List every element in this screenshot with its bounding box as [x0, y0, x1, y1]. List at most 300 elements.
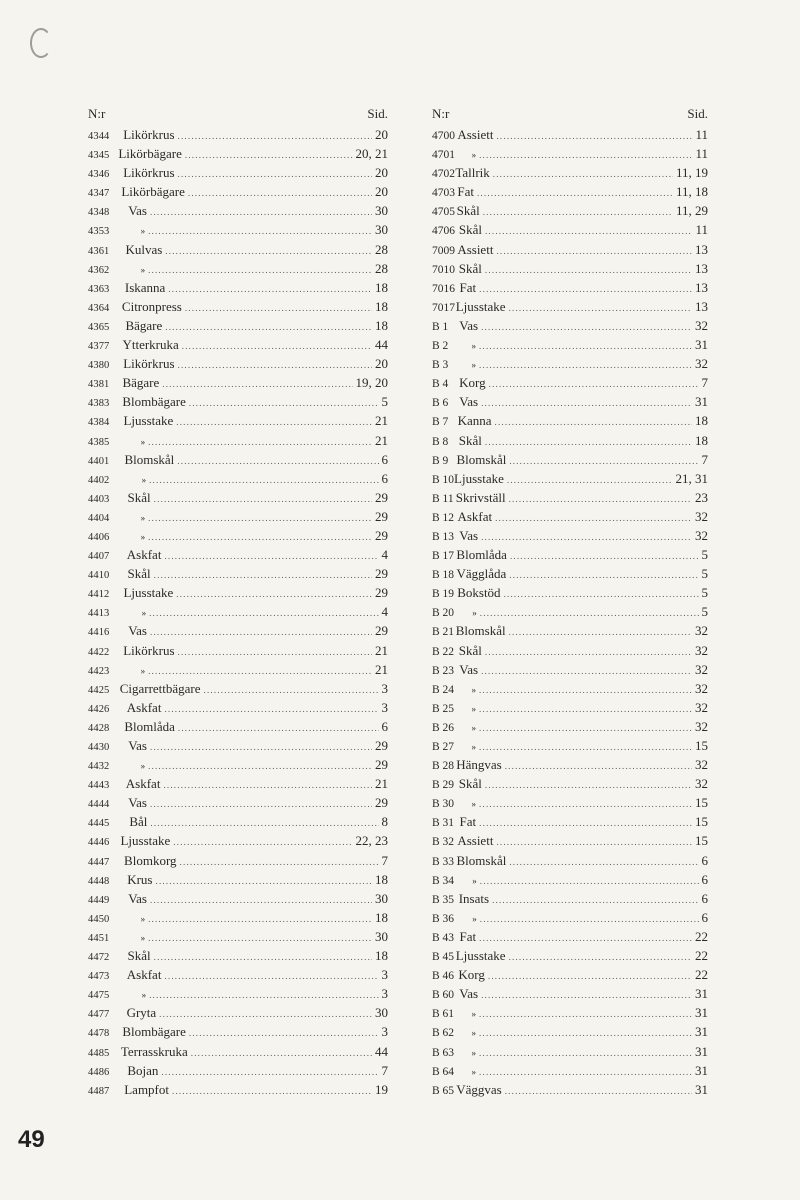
item-number: 4430 [88, 742, 110, 753]
index-row [88, 163, 388, 182]
dot-leader [479, 814, 692, 833]
item-name: Vas [128, 738, 147, 753]
dot-leader [163, 776, 372, 795]
item-name: Iskanna [124, 279, 166, 295]
item-number: B 12 [432, 511, 455, 524]
item-number: 7016 [432, 282, 455, 295]
item-name: Ytterkruka [122, 337, 179, 353]
item-page-ref: 22 [695, 948, 708, 964]
item-page-ref: 15 [695, 738, 708, 753]
item-name: Vas [128, 203, 147, 219]
dot-leader [481, 318, 692, 337]
item-number: 4361 [88, 245, 110, 257]
dot-leader [485, 261, 692, 280]
item-name: » [471, 341, 477, 352]
index-row [432, 144, 708, 163]
item-number: B 1 [432, 320, 449, 333]
dot-leader [164, 547, 378, 566]
index-row [88, 774, 388, 793]
item-page-ref: 22 [695, 967, 708, 983]
item-page-ref: 6 [701, 909, 708, 925]
item-page-ref: 21 [375, 432, 388, 448]
item-name: Skål [127, 489, 151, 505]
item-number: 4402 [88, 474, 110, 486]
item-page-ref: 31 [695, 1043, 708, 1059]
item-name: Askfat [457, 508, 493, 524]
index-row [88, 335, 388, 354]
item-page-ref: 29 [375, 738, 388, 753]
item-number: 4486 [88, 1066, 110, 1078]
item-page-ref: 32 [695, 527, 708, 543]
item-number: B 18 [432, 569, 455, 582]
item-number: B 36 [432, 912, 455, 925]
item-name: Likörkrus [123, 127, 175, 142]
item-page-ref: 29 [375, 795, 388, 811]
item-page-ref: 29 [375, 566, 388, 582]
index-row [88, 278, 388, 297]
item-name: » [472, 608, 477, 619]
item-number: 4485 [88, 1047, 110, 1059]
item-name: Blomskål [456, 852, 507, 868]
item-page-ref: 32 [695, 661, 708, 677]
item-name: » [471, 742, 477, 752]
item-name: Blomskål [455, 623, 506, 639]
item-name: Skål [458, 776, 482, 792]
item-page-ref: 32 [695, 699, 708, 715]
item-number: B 60 [432, 989, 455, 1002]
dot-leader [479, 681, 692, 700]
item-number: 4451 [88, 932, 110, 944]
index-row [88, 946, 388, 965]
item-page-ref: 31 [695, 1005, 708, 1021]
item-number: B 65 [432, 1084, 455, 1097]
dot-leader [150, 623, 372, 642]
item-number: B 27 [432, 741, 455, 753]
dot-leader [148, 433, 372, 452]
index-row [88, 908, 388, 927]
item-number: 4401 [88, 455, 110, 467]
dot-leader [485, 776, 692, 795]
item-name: Ljusstake [455, 948, 506, 964]
item-name: Korg [458, 967, 485, 983]
item-number: 4426 [88, 703, 110, 715]
index-row [432, 717, 708, 736]
item-number: 4475 [88, 990, 110, 1002]
item-page-ref: 32 [695, 317, 708, 333]
item-page-ref: 22, 23 [355, 833, 388, 849]
item-name: » [472, 875, 477, 886]
item-page-ref: 30 [375, 928, 388, 944]
index-row [432, 908, 708, 927]
item-name: Bokstöd [457, 585, 501, 601]
index-row [432, 507, 708, 526]
item-page-ref: 29 [375, 489, 388, 505]
item-number: B 21 [432, 626, 455, 639]
dot-leader [182, 337, 372, 356]
item-page-ref: 18 [375, 948, 388, 964]
dot-leader [485, 222, 693, 241]
item-page-ref: 32 [695, 757, 708, 773]
index-row [88, 851, 388, 870]
item-name: » [140, 264, 146, 275]
index-row [432, 793, 708, 812]
item-number: 4385 [88, 436, 110, 448]
dot-leader [485, 433, 692, 452]
item-page-ref: 6 [701, 871, 708, 887]
item-number: B 29 [432, 779, 455, 792]
column-header [88, 103, 388, 125]
item-page-ref: 8 [381, 814, 388, 830]
item-page-ref: 7 [381, 1062, 388, 1078]
item-number: 4425 [88, 684, 110, 696]
dot-leader [188, 184, 372, 203]
item-name: » [472, 913, 477, 924]
dot-leader [148, 757, 372, 776]
index-row [88, 1080, 388, 1099]
item-number: 4423 [88, 665, 110, 677]
item-number: 4365 [88, 321, 110, 333]
dot-leader [505, 757, 692, 776]
item-name: Likörkrus [123, 356, 175, 372]
item-name: » [471, 684, 477, 695]
dot-leader [178, 719, 379, 738]
item-number: 4701 [432, 149, 455, 162]
item-page-ref: 20 [375, 127, 388, 142]
header-sid: Sid. [367, 106, 388, 121]
item-number: 4412 [88, 589, 110, 601]
item-name: Assiett [457, 241, 494, 257]
index-row [432, 812, 708, 831]
item-page-ref: 4 [381, 547, 388, 563]
item-number: B 45 [432, 951, 455, 964]
index-row [88, 660, 388, 679]
item-page-ref: 29 [375, 757, 388, 773]
item-page-ref: 4 [381, 604, 388, 620]
item-page-ref: 31 [695, 986, 708, 1002]
item-number: 4410 [88, 570, 110, 582]
item-name: Assiett [457, 127, 494, 142]
index-list [432, 125, 708, 1099]
dot-leader [189, 394, 379, 413]
index-row [432, 1022, 708, 1041]
index-row [88, 545, 388, 564]
header-nr: N:r [88, 106, 106, 121]
dot-leader [168, 280, 372, 299]
item-number: 4348 [88, 207, 110, 219]
index-row [432, 411, 708, 430]
item-name: Blombägare [122, 1024, 186, 1040]
item-page-ref: 31 [695, 394, 708, 410]
item-name: Ljusstake [455, 298, 506, 314]
item-number: B 19 [432, 588, 455, 601]
index-row [88, 793, 388, 812]
index-row [88, 411, 388, 430]
item-page-ref: 3 [381, 986, 388, 1002]
index-row [432, 373, 708, 392]
item-name: Skål [458, 222, 482, 238]
item-number: B 62 [432, 1027, 455, 1040]
item-page-ref: 30 [375, 890, 388, 906]
index-row [88, 431, 388, 450]
index-row [432, 736, 708, 755]
item-page-ref: 31 [695, 1062, 708, 1078]
index-row [88, 316, 388, 335]
dot-leader [156, 872, 373, 891]
index-column-right [432, 103, 708, 1099]
item-page-ref: 5 [701, 566, 708, 582]
item-name: Insats [458, 890, 490, 906]
item-page-ref: 29 [375, 508, 388, 524]
item-number: 7009 [432, 244, 455, 257]
dot-leader [479, 1005, 692, 1024]
item-name: Fat [459, 928, 477, 944]
index-row [88, 1022, 388, 1041]
item-page-ref: 6 [381, 470, 388, 486]
index-row [88, 240, 388, 259]
header-nr: N:r [432, 106, 450, 121]
index-row [432, 621, 708, 640]
dot-leader [180, 853, 379, 872]
item-name: » [471, 360, 477, 371]
item-name: Blomlåda [124, 718, 175, 734]
item-number: 4380 [88, 360, 110, 372]
item-number: B 17 [432, 550, 455, 563]
dot-leader [161, 1063, 378, 1082]
item-page-ref: 18 [375, 298, 388, 314]
item-name: Fat [457, 184, 474, 200]
item-number: B 33 [432, 855, 455, 868]
item-page-ref: 31 [695, 337, 708, 353]
item-name: Assiett [457, 833, 494, 849]
dot-leader [509, 623, 692, 642]
item-page-ref: 18 [375, 909, 388, 925]
dot-leader [148, 509, 372, 528]
item-name: Gryta [126, 1005, 157, 1021]
index-row [432, 526, 708, 545]
item-number: 4344 [88, 131, 110, 142]
dot-leader [176, 585, 372, 604]
dot-leader [495, 509, 692, 528]
index-row [88, 755, 388, 774]
item-name: Skål [127, 566, 151, 582]
item-page-ref: 28 [375, 260, 388, 276]
dot-leader [150, 891, 372, 910]
dot-leader [496, 833, 692, 852]
item-number: 4346 [88, 169, 110, 181]
item-name: Cigarrettbägare [119, 680, 201, 696]
item-number: B 3 [432, 359, 449, 372]
item-page-ref: 11, 19 [675, 165, 708, 181]
index-row [88, 450, 388, 469]
index-row [432, 851, 708, 870]
dot-leader [493, 165, 673, 184]
dot-leader [150, 203, 372, 222]
index-row [88, 564, 388, 583]
item-page-ref: 30 [375, 222, 388, 238]
item-name: » [141, 608, 147, 619]
item-name: Kanna [457, 413, 492, 429]
dot-leader [149, 471, 378, 490]
item-number: 4404 [88, 512, 110, 524]
index-row [432, 545, 708, 564]
index-row [88, 526, 388, 545]
item-name: » [471, 150, 477, 161]
item-page-ref: 21 [375, 642, 388, 658]
item-page-ref: 20, 21 [355, 146, 388, 162]
dot-leader [177, 452, 378, 471]
index-row [432, 870, 708, 889]
item-name: Askfat [126, 547, 162, 563]
item-name: Skål [127, 948, 151, 964]
dot-leader [479, 1063, 692, 1082]
item-name: Hängvas [456, 757, 502, 773]
item-page-ref: 15 [695, 795, 708, 811]
item-number: B 22 [432, 645, 455, 658]
dot-leader [477, 184, 673, 203]
item-number: 4443 [88, 780, 110, 792]
item-name: » [140, 665, 146, 676]
item-page-ref: 5 [701, 585, 708, 601]
item-page-ref: 19 [375, 1081, 388, 1097]
item-number: B 61 [432, 1008, 455, 1021]
item-page-ref: 20 [375, 184, 388, 200]
item-name: Terrasskruka [120, 1043, 188, 1059]
item-number: 4473 [88, 971, 110, 983]
dot-leader [510, 547, 699, 566]
item-number: 4363 [88, 283, 110, 295]
index-row [88, 870, 388, 889]
dot-leader [150, 738, 372, 757]
item-page-ref: 32 [695, 718, 708, 734]
item-page-ref: 31 [695, 1024, 708, 1040]
item-page-ref: 6 [381, 451, 388, 467]
item-name: Ljusstake [123, 585, 174, 601]
item-number: 4703 [432, 187, 455, 200]
item-number: 4706 [432, 225, 455, 238]
item-page-ref: 18 [695, 432, 708, 448]
index-row [432, 450, 708, 469]
index-row [88, 717, 388, 736]
index-row [432, 583, 708, 602]
index-row [88, 182, 388, 201]
index-row [88, 220, 388, 239]
index-row [432, 125, 708, 144]
dot-leader [154, 490, 372, 509]
dot-leader [165, 318, 372, 337]
item-name: Askfat [126, 967, 162, 983]
item-number: B 10 [432, 473, 455, 486]
item-page-ref: 7 [381, 852, 388, 868]
item-name: » [471, 703, 477, 714]
dot-leader [178, 356, 372, 375]
index-row [432, 220, 708, 239]
item-name: Vas [128, 795, 147, 811]
item-page-ref: 3 [381, 680, 388, 696]
item-name: Likörbägare [118, 146, 182, 162]
dot-leader [154, 566, 372, 585]
index-row [88, 927, 388, 946]
dot-leader [479, 929, 692, 948]
item-page-ref: 3 [381, 967, 388, 983]
item-number: 4422 [88, 646, 110, 658]
item-page-ref: 15 [695, 833, 708, 849]
item-number: B 7 [432, 416, 449, 429]
item-name: » [140, 761, 146, 772]
dot-leader [479, 146, 692, 165]
item-page-ref: 19, 20 [355, 375, 388, 391]
dot-leader [159, 1005, 372, 1024]
item-page-ref: 30 [375, 1005, 388, 1021]
index-row [432, 278, 708, 297]
item-name: » [471, 1028, 477, 1039]
dot-leader [488, 967, 692, 986]
item-page-ref: 29 [375, 527, 388, 543]
dot-leader [173, 833, 352, 852]
index-row [432, 1042, 708, 1061]
item-name: » [141, 474, 147, 485]
index-row [432, 889, 708, 908]
dot-leader [481, 986, 692, 1005]
item-number: 4364 [88, 302, 110, 314]
dot-leader [149, 986, 378, 1005]
item-name: Skål [458, 642, 482, 658]
item-number: 4477 [88, 1009, 110, 1021]
item-page-ref: 23 [695, 489, 708, 505]
item-name: » [471, 799, 477, 810]
item-page-ref: 32 [695, 508, 708, 524]
index-row [88, 583, 388, 602]
dot-leader [483, 203, 673, 222]
item-number: 4449 [88, 894, 110, 906]
dot-leader [480, 872, 699, 891]
dot-leader [162, 375, 352, 394]
item-page-ref: 32 [695, 642, 708, 658]
item-number: B 20 [432, 607, 455, 620]
item-name: Askfat [125, 776, 161, 792]
item-page-ref: 22 [695, 928, 708, 944]
item-name: Vas [459, 986, 479, 1002]
dot-leader [148, 261, 372, 280]
item-page-ref: 6 [381, 718, 388, 734]
item-number: B 28 [432, 760, 455, 773]
item-number: 4702 [432, 168, 455, 181]
item-name: » [140, 531, 146, 542]
item-page-ref: 21, 31 [675, 470, 708, 486]
dot-leader [479, 738, 692, 757]
item-page-ref: 13 [695, 260, 708, 276]
item-page-ref: 3 [381, 1024, 388, 1040]
index-row [432, 679, 708, 698]
item-name: Ljusstake [120, 833, 171, 849]
item-number: 7010 [432, 263, 455, 276]
dot-leader [165, 242, 372, 261]
item-number: B 31 [432, 817, 455, 830]
item-number: 4416 [88, 627, 110, 639]
item-number: B 43 [432, 931, 455, 944]
dot-leader [480, 604, 699, 623]
item-page-ref: 6 [701, 852, 708, 868]
dot-leader [172, 1082, 372, 1101]
index-row [88, 965, 388, 984]
dot-leader [178, 165, 372, 184]
index-row [88, 201, 388, 220]
index-row [432, 1061, 708, 1080]
item-number: 4447 [88, 856, 110, 868]
item-name: » [140, 512, 146, 523]
item-page-ref: 28 [375, 241, 388, 257]
index-row [432, 564, 708, 583]
item-number: B 13 [432, 530, 455, 543]
